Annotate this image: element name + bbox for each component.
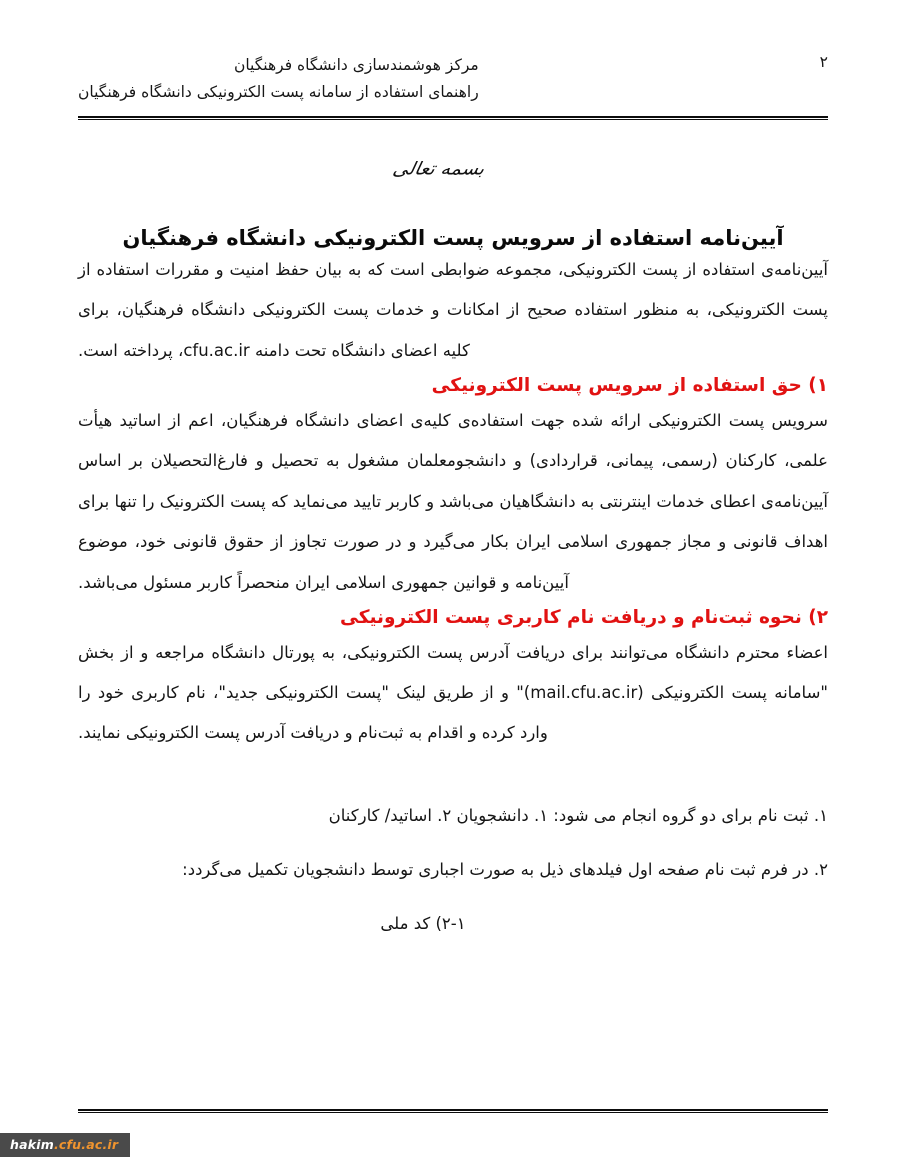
section-paragraph-1: سرویس پست الکترونیکی ارائه شده جهت استفاده‌ی کلیه‌ی اعضای دانشگاه فرهنگیان، اعم از اساتید هیأت علمی، کارکنان (رسمی، پیمانی، قراردادی) و دانشجومعلمان مشغول به تحصیل و فارغ‌التحصیلان بر اساس آیین‌نامه‌ی اعطای خدمات اینترنتی به دانشگاهیان می‌باشد و کاربر تایید می‌نماید که پست الکترونیک را تنها برای اهداف قانونی و مجاز جمهوری اسلامی ایران بکار می‌گیرد و در صورت تجاوز از حقوق قانونی خود، موضوع آیین‌نامه و قوانین جمهوری اسلامی ایران منحصراً کاربر مسئول می‌باشد. xyxy=(78,410,828,592)
basmala-calligraphy: بسمه تعالی xyxy=(391,158,487,180)
list-item: ۱. ثبت نام برای دو گروه انجام می شود: ۱. دانشجویان ۲. اساتید/ کارکنان xyxy=(328,805,828,825)
footer-rule xyxy=(78,1109,828,1113)
page-number: ۲ xyxy=(819,53,828,71)
header-line-2: راهنمای استفاده از سامانه پست الکترونیکی دانشگاه فرهنگیان xyxy=(78,83,479,102)
intro-paragraph: آیین‌نامه‌ی استفاده از پست الکترونیکی، مجموعه ضوابطی است که به بیان حفظ امنیت و مقررات استفاده از پست الکترونیکی، به منظور استفاده صحیح از امکانات و خدمات پست الکترونیکی دانشگاه فرهنگیان، برای کلیه اعضای دانشگاه تحت دامنه cfu.ac.ir، پرداخته است. xyxy=(78,260,828,360)
list-sub-item: ۲-۱) کد ملی xyxy=(380,914,466,934)
header-line-1: مرکز هوشمندسازی دانشگاه فرهنگیان xyxy=(233,56,479,74)
section-heading-1: ۱) حق استفاده از سرویس پست الکترونیکی xyxy=(431,375,828,397)
page-title: آیین‌نامه استفاده از سرویس پست الکترونیکی دانشگاه فرهنگیان xyxy=(122,226,784,250)
watermark-name: hakim xyxy=(10,1137,54,1153)
section-paragraph-2: اعضاء محترم دانشگاه می‌توانند برای دریافت آدرس پست الکترونیکی، به پورتال دانشگاه مراجعه و از بخش "سامانه پست الکترونیکی (mail.cfu.ac.ir)" و از طریق لینک "پست الکترونیکی جدید"، نام کاربری خود را وارد کرده و اقدام به ثبت‌نام و دریافت آدرس پست الکترونیکی نمایند. xyxy=(78,642,828,743)
header-text-block xyxy=(78,52,479,106)
site-watermark xyxy=(0,1133,130,1157)
document-body xyxy=(78,140,828,1095)
page-header xyxy=(78,52,828,114)
header-inner xyxy=(78,52,828,106)
numbered-list xyxy=(78,798,828,943)
list-item: ۲. در فرم ثبت نام صفحه اول فیلدهای ذیل به صورت اجباری توسط دانشجویان تکمیل می‌گردد: xyxy=(182,860,828,880)
header-rule xyxy=(78,116,828,120)
section-heading-2: ۲) نحوه ثبت‌نام و دریافت نام کاربری پست الکترونیکی xyxy=(340,606,828,628)
basmala-block xyxy=(78,158,828,180)
watermark-domain: .cfu.ac.ir xyxy=(53,1137,119,1153)
